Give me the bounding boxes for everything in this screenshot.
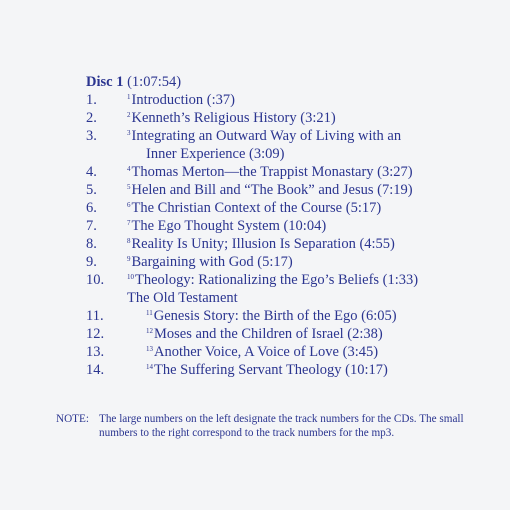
track-title [127, 91, 235, 109]
track-title-text: Thomas Merton—the Trappist Monastary (3:27) [131, 164, 413, 180]
cd-track-number: 14. [86, 362, 105, 378]
track-title-text: Helen and Bill and “The Book” and Jesus (7:19) [131, 182, 413, 198]
mp3-track-number: 12 [146, 327, 153, 335]
mp3-track-number: 1 [127, 93, 131, 101]
track-list [86, 91, 506, 379]
track-title [127, 109, 336, 127]
track-row [86, 91, 506, 109]
mp3-track-number: 4 [127, 165, 131, 173]
cd-track-number: 6. [86, 200, 97, 216]
track-title-text: Genesis Story: the Birth of the Ego (6:05) [153, 308, 397, 324]
mp3-track-number: 3 [127, 129, 131, 137]
track-title [127, 127, 401, 145]
track-title-text: Theology: Rationalizing the Ego’s Beliefs (1:33) [135, 272, 419, 288]
track-title [146, 343, 378, 361]
mp3-track-number: 6 [127, 201, 131, 209]
track-title-text: Bargaining with God (5:17) [131, 254, 293, 270]
mp3-track-number: 13 [146, 345, 153, 353]
track-title [146, 145, 285, 163]
mp3-track-number: 11 [146, 309, 153, 317]
track-title-text: Introduction (:37) [131, 92, 235, 108]
track-row [86, 235, 506, 253]
track-title-text: Inner Experience (3:09) [146, 146, 285, 162]
track-title-text: Another Voice, A Voice of Love (3:45) [154, 344, 379, 360]
track-row [86, 109, 506, 127]
track-title-text: The Suffering Servant Theology (10:17) [154, 362, 388, 378]
track-title [146, 325, 383, 343]
cd-track-number: 8. [86, 236, 97, 252]
track-title [127, 289, 238, 307]
track-title [127, 253, 293, 271]
track-row [86, 253, 506, 271]
cd-track-number: 13. [86, 344, 105, 360]
track-row [86, 199, 506, 217]
disc-label: Disc 1 [86, 74, 124, 90]
disc-duration: (1:07:54) [127, 74, 182, 90]
track-title-text: The Ego Thought System (10:04) [131, 218, 327, 234]
cd-track-number: 7. [86, 218, 97, 234]
cd-track-number: 4. [86, 164, 97, 180]
track-title-text: The Christian Context of the Course (5:17) [131, 200, 382, 216]
track-title [127, 271, 418, 289]
note-text: The large numbers on the left designate the track numbers for the CDs. The small numbers to the right correspond to the track numbers for the mp3. [99, 413, 464, 439]
track-row [86, 127, 506, 145]
track-row [86, 271, 506, 289]
track-title [146, 361, 388, 379]
track-title-text: Integrating an Outward Way of Living with an [131, 128, 402, 144]
track-row [86, 145, 506, 163]
mp3-track-number: 8 [127, 237, 131, 245]
mp3-track-number: 10 [127, 273, 134, 281]
track-title-text: Moses and the Children of Israel (2:38) [154, 326, 383, 342]
section-subheading [86, 289, 506, 307]
track-row [86, 163, 506, 181]
mp3-track-number: 2 [127, 111, 131, 119]
cd-track-number: 11. [86, 308, 104, 324]
disc-heading [86, 73, 181, 91]
cd-track-number: 3. [86, 128, 97, 144]
track-title [127, 217, 326, 235]
cd-track-number: 2. [86, 110, 97, 126]
cd-track-number: 12. [86, 326, 105, 342]
cd-track-number: 9. [86, 254, 97, 270]
cd-track-number: 1. [86, 92, 97, 108]
cd-track-number: 5. [86, 182, 97, 198]
mp3-track-number: 14 [146, 363, 153, 371]
track-title [127, 235, 395, 253]
cd-track-number: 10. [86, 272, 105, 288]
track-title-text: Kenneth’s Religious History (3:21) [131, 110, 336, 126]
track-row [86, 217, 506, 235]
track-row [86, 181, 506, 199]
track-title-text: Reality Is Unity; Illusion Is Separation (4:55) [131, 236, 395, 252]
mp3-track-number: 5 [127, 183, 131, 191]
track-row [86, 343, 506, 361]
track-row [86, 361, 506, 379]
track-title [127, 163, 413, 181]
track-row [86, 325, 506, 343]
track-title [127, 199, 381, 217]
mp3-track-number: 9 [127, 255, 131, 263]
mp3-track-number: 7 [127, 219, 131, 227]
track-title [146, 307, 397, 325]
track-title-text: The Old Testament [127, 290, 238, 306]
track-row [86, 307, 506, 325]
track-title [127, 181, 413, 199]
note-label: NOTE: [56, 413, 89, 425]
